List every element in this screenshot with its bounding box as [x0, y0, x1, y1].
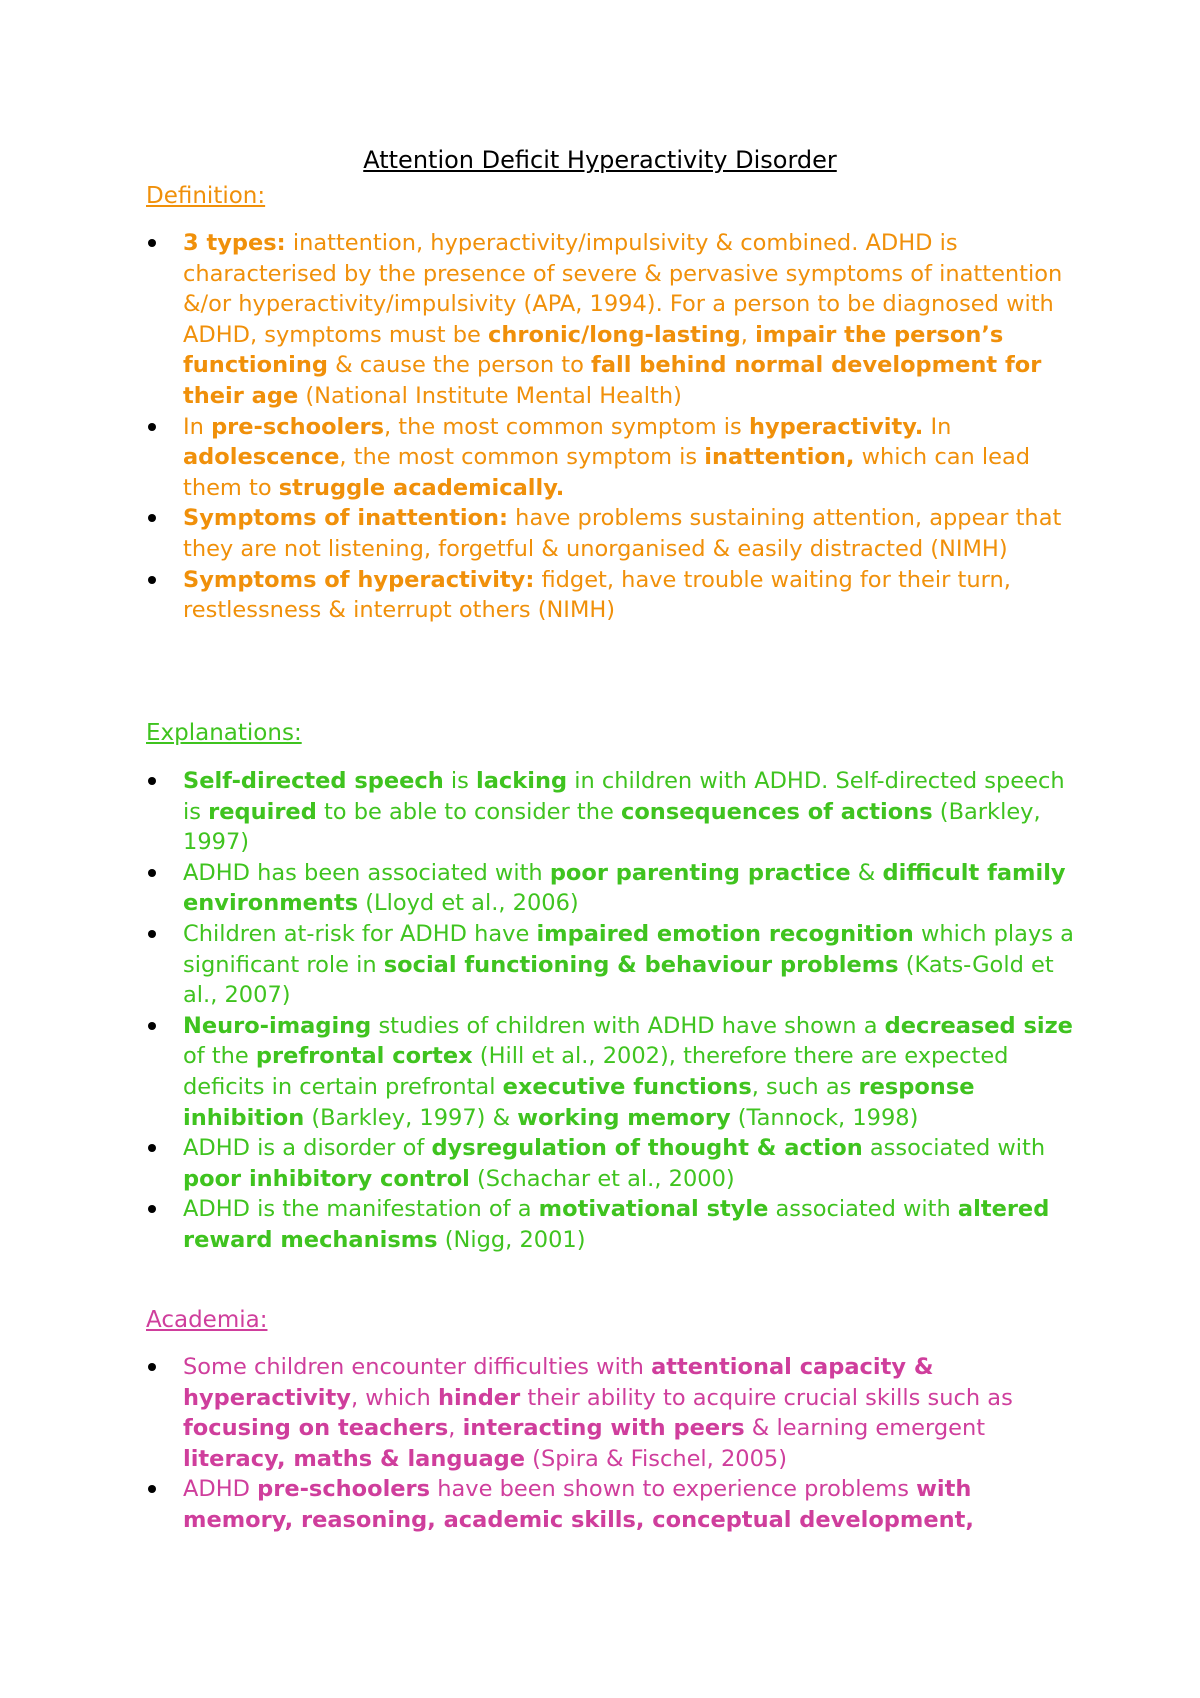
- bullet-icon: [148, 514, 156, 522]
- body-text: ADHD has been associated with: [183, 859, 550, 886]
- bold-text: dysregulation of thought & action: [431, 1135, 863, 1162]
- body-text: (National Institute Mental Health): [298, 382, 682, 409]
- body-text: (Lloyd et al., 2006): [358, 890, 579, 917]
- bold-text: lacking: [476, 768, 568, 794]
- body-text: (Barkley, 1997) &: [304, 1104, 518, 1131]
- body-text: In: [183, 413, 212, 440]
- body-text: Some children encounter difficulties with: [183, 1354, 652, 1380]
- body-text: ADHD: [183, 1476, 258, 1503]
- bold-text: Symptoms of hyperactivity:: [183, 566, 535, 593]
- body-text: (Tannock, 1998): [730, 1104, 919, 1131]
- bold-text: Self-directed speech: [183, 768, 444, 794]
- bold-text: hyperactivity.: [748, 413, 924, 440]
- bold-text: consequences of actions: [621, 798, 933, 825]
- bold-text: impair the person’s functioning: [183, 321, 1004, 379]
- bold-text: pre-schoolers: [211, 413, 384, 440]
- bold-text: struggle academically.: [278, 474, 565, 501]
- bold-text: prefrontal cortex: [255, 1043, 473, 1070]
- document-title: Attention Deficit Hyperactivity Disorder: [363, 146, 837, 174]
- bullet-icon: [148, 1205, 156, 1213]
- bullet-icon: [148, 1485, 156, 1493]
- list-item: [146, 503, 1076, 564]
- bold-text: poor inhibitory control: [183, 1165, 470, 1192]
- body-text: to be able to consider the: [316, 798, 621, 825]
- body-text: studies of children with ADHD have shown a: [371, 1012, 885, 1039]
- bold-text: altered reward mechanisms: [183, 1196, 1050, 1253]
- list-item: [146, 1352, 1076, 1474]
- bold-text: executive functions: [502, 1073, 752, 1100]
- bold-text: Neuro-imaging: [183, 1012, 372, 1039]
- body-text: & learning emergent: [744, 1415, 986, 1442]
- bold-text: fall behind normal development for their age: [183, 352, 1042, 409]
- bold-text: working memory: [517, 1104, 731, 1131]
- bullet-icon: [148, 1144, 156, 1152]
- bold-text: required: [208, 798, 317, 825]
- bold-text: interacting with peers: [462, 1415, 745, 1442]
- body-text: , the most common symptom is: [339, 444, 705, 471]
- bold-text: inattention,: [704, 444, 855, 471]
- body-text: which can lead them to: [183, 444, 1031, 501]
- body-text: associated with: [862, 1135, 1046, 1162]
- list-item: [146, 919, 1076, 1011]
- bullet-icon: [148, 423, 156, 431]
- list-item: [146, 1011, 1076, 1133]
- bold-text: attentional capacity & hyperactivity: [183, 1354, 934, 1411]
- bold-text: adolescence: [183, 444, 340, 471]
- body-text: have problems sustaining attention, appear that they are not listening, forgetful & unorganised & easily distracted (NIMH): [183, 505, 1062, 562]
- body-text: ADHD is the manifestation of a: [183, 1196, 539, 1223]
- bullet-icon: [148, 239, 156, 247]
- bold-text: literacy, maths & language: [183, 1445, 526, 1472]
- academia-heading: Academia:: [146, 1307, 268, 1333]
- body-text: & cause the person to: [327, 352, 592, 379]
- body-text: inattention, hyperactivity/impulsivity & combined. ADHD is characterised by the presence of severe & pervasive symptoms of inattention &/or hyperactivity/impulsivity (APA, 1994). For a person to be diagnosed with ADHD, symptoms must be: [183, 230, 1063, 348]
- bold-text: pre-schoolers: [257, 1476, 431, 1503]
- list-item: [146, 412, 1076, 504]
- body-text: ADHD is a disorder of: [183, 1135, 432, 1162]
- bullet-icon: [148, 869, 156, 877]
- list-item: [146, 1133, 1076, 1194]
- bold-text: motivational style: [538, 1196, 769, 1223]
- body-text: ,: [740, 321, 756, 348]
- body-text: &: [850, 859, 883, 886]
- body-text: , which: [350, 1384, 438, 1411]
- body-text: (Hill et al., 2002), therefore there are expected deficits in certain prefrontal: [183, 1043, 1009, 1100]
- list-item: [146, 858, 1076, 919]
- explanations-list: [146, 766, 1076, 1256]
- list-item: [146, 1194, 1076, 1255]
- bullet-icon: [148, 777, 156, 785]
- bold-text: with memory, reasoning, academic skills, conceptual development,: [183, 1476, 974, 1533]
- bold-text: social functioning & behaviour problems: [383, 951, 899, 978]
- body-text: associated with: [768, 1196, 958, 1223]
- bold-text: poor parenting practice: [549, 859, 851, 886]
- bold-text: response inhibition: [183, 1073, 975, 1131]
- bullet-icon: [148, 1363, 156, 1371]
- body-text: Children at-risk for ADHD have: [183, 920, 537, 947]
- body-text: have been shown to experience problems: [430, 1476, 917, 1503]
- bold-text: 3 types:: [183, 230, 286, 256]
- definition-list: [146, 228, 1076, 626]
- bold-text: impaired emotion recognition: [536, 920, 914, 947]
- body-text: which plays a significant role in: [183, 920, 1074, 978]
- body-text: fidget, have trouble waiting for their turn, restlessness & interrupt others (NIMH): [183, 566, 1011, 624]
- body-text: , such as: [751, 1073, 859, 1100]
- bold-text: focusing on teachers: [183, 1415, 449, 1442]
- bullet-icon: [148, 1022, 156, 1030]
- bold-text: chronic/long-lasting: [488, 321, 741, 348]
- bold-text: hinder: [437, 1384, 521, 1411]
- body-text: (Barkley, 1997): [183, 798, 1041, 856]
- bold-text: decreased size: [884, 1012, 1073, 1039]
- body-text: in children with ADHD. Self-directed speech is: [183, 768, 1065, 825]
- bullet-icon: [148, 576, 156, 584]
- bullet-icon: [148, 930, 156, 938]
- bold-text: Symptoms of inattention:: [183, 505, 509, 532]
- bold-text: difficult family environments: [183, 859, 1066, 917]
- body-text: (Nigg, 2001): [437, 1226, 586, 1253]
- explanations-heading: Explanations:: [146, 720, 302, 746]
- body-text: ,: [448, 1415, 463, 1442]
- list-item: [146, 766, 1076, 858]
- list-item: [146, 565, 1076, 626]
- body-text: (Spira & Fischel, 2005): [525, 1445, 788, 1472]
- definition-heading: Definition:: [146, 183, 266, 209]
- body-text: of the: [183, 1043, 256, 1070]
- body-text: In: [923, 413, 952, 440]
- body-text: their ability to acquire crucial skills such as: [520, 1384, 1013, 1411]
- list-item: [146, 1474, 1076, 1535]
- body-text: (Schachar et al., 2000): [469, 1165, 735, 1192]
- body-text: , the most common symptom is: [384, 413, 749, 440]
- list-item: [146, 228, 1076, 412]
- body-text: is: [443, 768, 477, 794]
- academia-list: [146, 1352, 1076, 1536]
- body-text: (Kats-Gold et al., 2007): [183, 951, 1054, 1009]
